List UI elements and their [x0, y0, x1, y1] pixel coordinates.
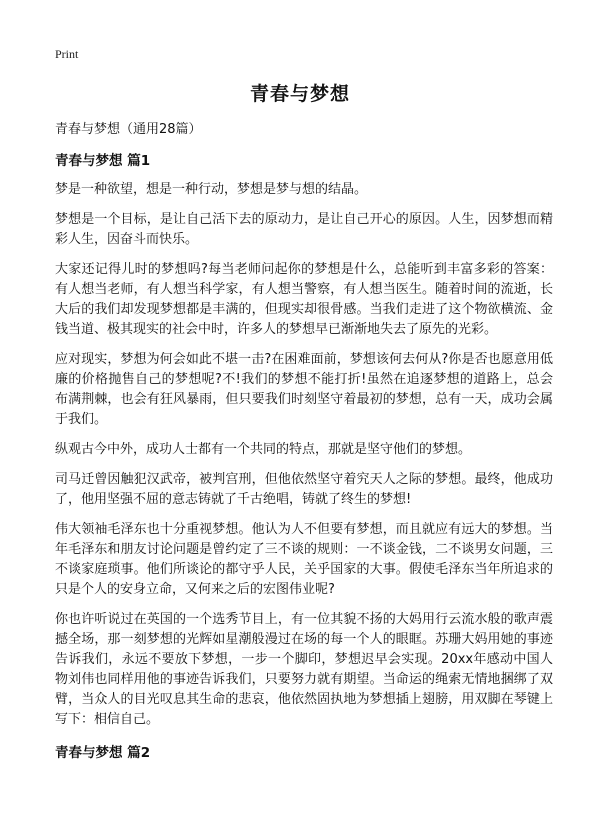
paragraph: 你也许听说过在英国的一个选秀节目上，有一位其貌不扬的大妈用行云流水般的歌声震撼全场，那一刻梦想的光辉如星潮般漫过在场的每一个人的眼眶。苏珊大妈用她的事迹告诉我们，永远不要放下梦想，一步一个脚印，梦想迟早会实现。20xx年感动中国人物刘伟也同样用他的事迹告诉我们，只要努力就有期望。当命运的绳索无情地捆绑了双臂，当众人的目光叹息其生命的悲哀，他依然固执地为梦想插上翅膀，用双脚在琴键上写下：相信自己。	[55, 612, 553, 727]
page-title: 青春与梦想	[249, 83, 350, 105]
section-heading-2: 青春与梦想 篇2	[55, 745, 151, 761]
document-body	[55, 120, 553, 764]
paragraph: 梦想是一个目标，是让自己活下去的原动力，是让自己开心的原因。人生，因梦想而精彩人生，因奋斗而快乐。	[55, 212, 553, 247]
section-heading-1: 青春与梦想 篇1	[55, 153, 151, 169]
print-link[interactable]: Print	[55, 47, 79, 61]
paragraph: 纵观古今中外，成功人士都有一个共同的特点，那就是坚守他们的梦想。	[55, 442, 472, 457]
document-subtitle: 青春与梦想（通用28篇）	[55, 122, 202, 137]
paragraph: 司马迁曾因触犯汉武帝，被判宫刑，但他依然坚守着究天人之际的梦想。最终，他成功了，他用坚强不屈的意志铸就了千古绝唱，铸就了终生的梦想!	[55, 472, 553, 507]
paragraph: 梦是一种欲望，想是一种行动，梦想是梦与想的结晶。	[55, 182, 368, 197]
paragraph: 伟大领袖毛泽东也十分重视梦想。他认为人不但要有梦想，而且就应有远大的梦想。当年毛泽东和朋友讨论问题是曾约定了三不谈的规则：一不谈金钱，二不谈男女问题，三不谈家庭琐事。他们所谈论的都守乎人民，关乎国家的大事。假使毛泽东当年所追求的只是个人的安身立命，又何来之后的宏图伟业呢?	[55, 522, 553, 597]
paragraph: 大家还记得儿时的梦想吗?每当老师问起你的梦想是什么，总能听到丰富多彩的答案：有人想当老师，有人想当科学家，有人想当警察，有人想当医生。随着时间的流逝，长大后的我们却发现梦想都是丰满的，但现实却很骨感。当我们走进了这个物欲横流、金钱当道、极其现实的社会中时，许多人的梦想早已渐渐地失去了原先的光彩。	[55, 262, 553, 337]
paragraph: 应对现实，梦想为何会如此不堪一击?在困难面前，梦想该何去何从?你是否也愿意用低廉的价格抛售自己的梦想呢?不!我们的梦想不能打折!虽然在追逐梦想的道路上，总会布满荆棘，也会有狂风暴雨，但只要我们时刻坚守着最初的梦想，总有一天，成功会属于我们。	[55, 352, 553, 427]
